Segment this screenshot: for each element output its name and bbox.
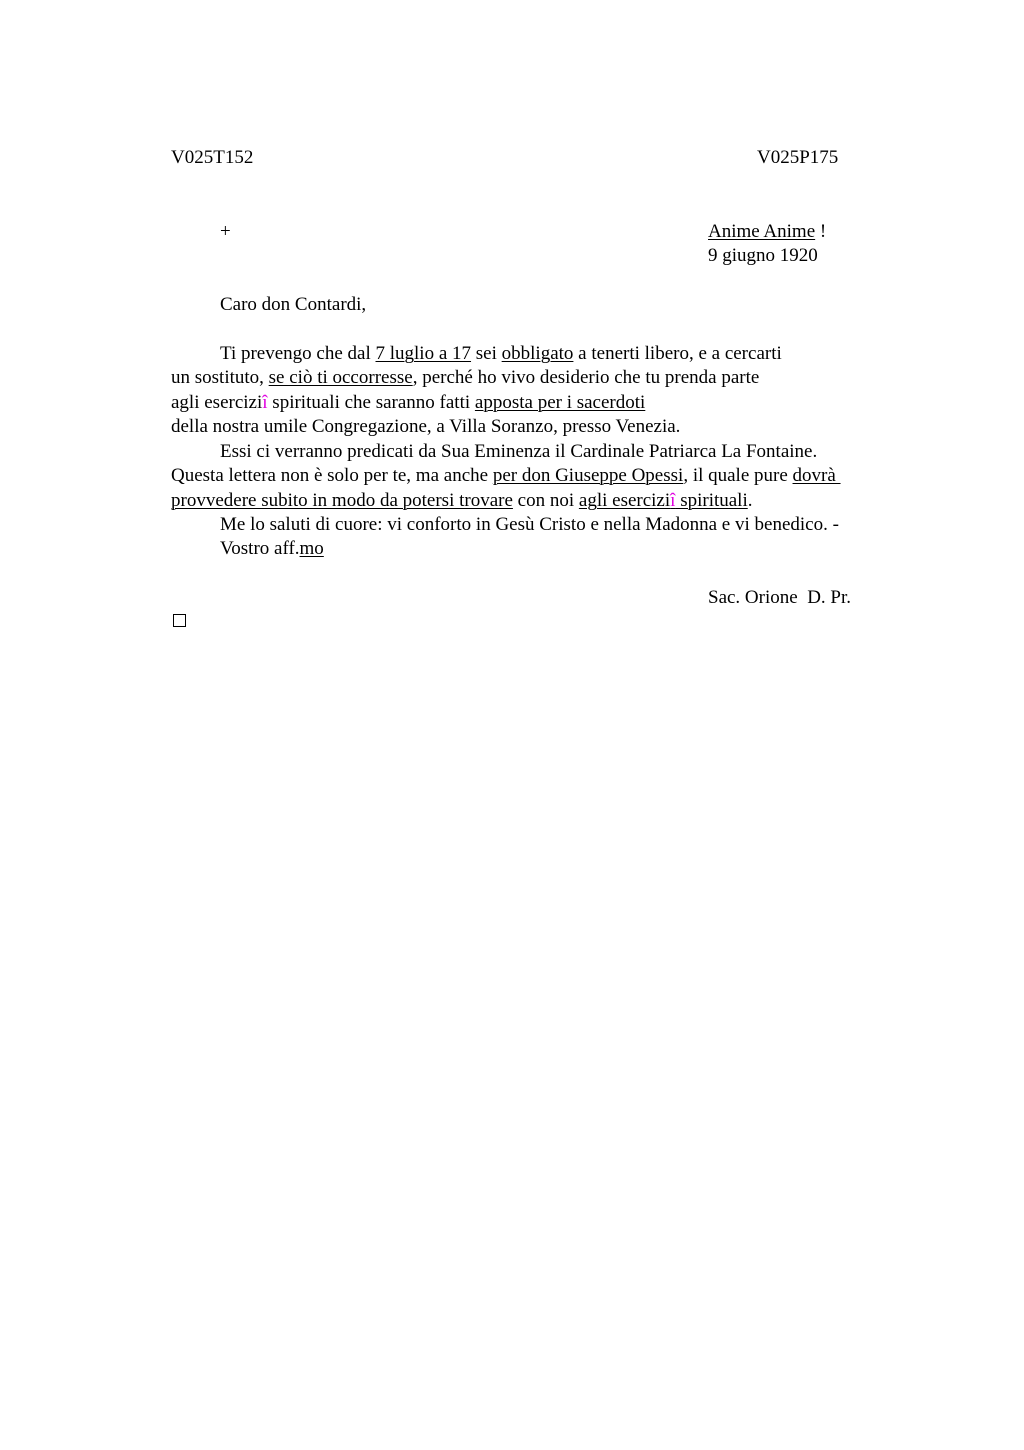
underlined-run — [579, 490, 748, 511]
underlined-run: mo — [299, 538, 324, 559]
motto-underlined: Anime Anime — [708, 221, 816, 242]
highlighted-diacritic: î — [670, 490, 676, 511]
body-line-2 — [171, 366, 759, 390]
body-line-4: della nostra umile Congregazione, a Villa Soranzo, presso Venezia. — [171, 416, 681, 437]
body-line-6 — [171, 464, 841, 488]
header-right-code: V025P175 — [757, 147, 839, 168]
text-run: agli esercizi — [578, 490, 671, 511]
text-run: sei — [471, 343, 502, 364]
text-run: spirituali che saranno fatti — [267, 392, 475, 413]
text-run: spirituali — [675, 490, 748, 511]
motto — [708, 220, 826, 244]
highlighted-diacritic: î — [262, 392, 268, 413]
body-line-7 — [171, 489, 753, 513]
text-run: . — [747, 490, 753, 511]
salutation: Caro don Contardi, — [220, 294, 367, 315]
underlined-run: obbligato — [501, 343, 574, 364]
closing-line — [220, 537, 324, 561]
text-run: a tenerti libero, e a cercarti — [573, 343, 782, 364]
underlined-run: 7 luglio a 17 — [375, 343, 472, 364]
checkbox-square-icon — [173, 614, 186, 627]
body-line-1 — [220, 342, 782, 366]
header-left-code: V025T152 — [171, 147, 254, 168]
motto-rest: ! — [815, 221, 827, 242]
signature: Sac. Orione D. Pr. — [708, 587, 852, 608]
underlined-run: se ciò ti occorresse — [268, 367, 413, 388]
text-run: Questa lettera non è solo per te, ma anche — [171, 465, 493, 486]
text-run: agli esercizi — [171, 392, 263, 413]
body-line-5: Essi ci verranno predicati da Sua Eminenza il Cardinale Patriarca La Fontaine. — [220, 441, 818, 462]
body-line-8: Me lo saluti di cuore: vi conforto in Gesù Cristo e nella Madonna e vi benedico. - — [220, 514, 839, 535]
letter-date: 9 giugno 1920 — [708, 245, 818, 266]
underlined-run: provvedere subito in modo da potersi trovare — [171, 490, 513, 511]
text-run: Vostro aff. — [220, 538, 300, 559]
text-run: , il quale pure — [683, 465, 793, 486]
underlined-run: apposta per i sacerdoti — [474, 392, 646, 413]
text-run: con noi — [512, 490, 579, 511]
text-run: Ti prevengo che dal — [220, 343, 376, 364]
cross-symbol: + — [220, 221, 231, 242]
text-run: un sostituto, — [171, 367, 269, 388]
underlined-run: dovrà — [792, 465, 841, 486]
body-line-3 — [171, 391, 645, 415]
text-run: , perché ho vivo desiderio che tu prenda parte — [412, 367, 760, 388]
underlined-run: per don Giuseppe Opessi — [492, 465, 684, 486]
